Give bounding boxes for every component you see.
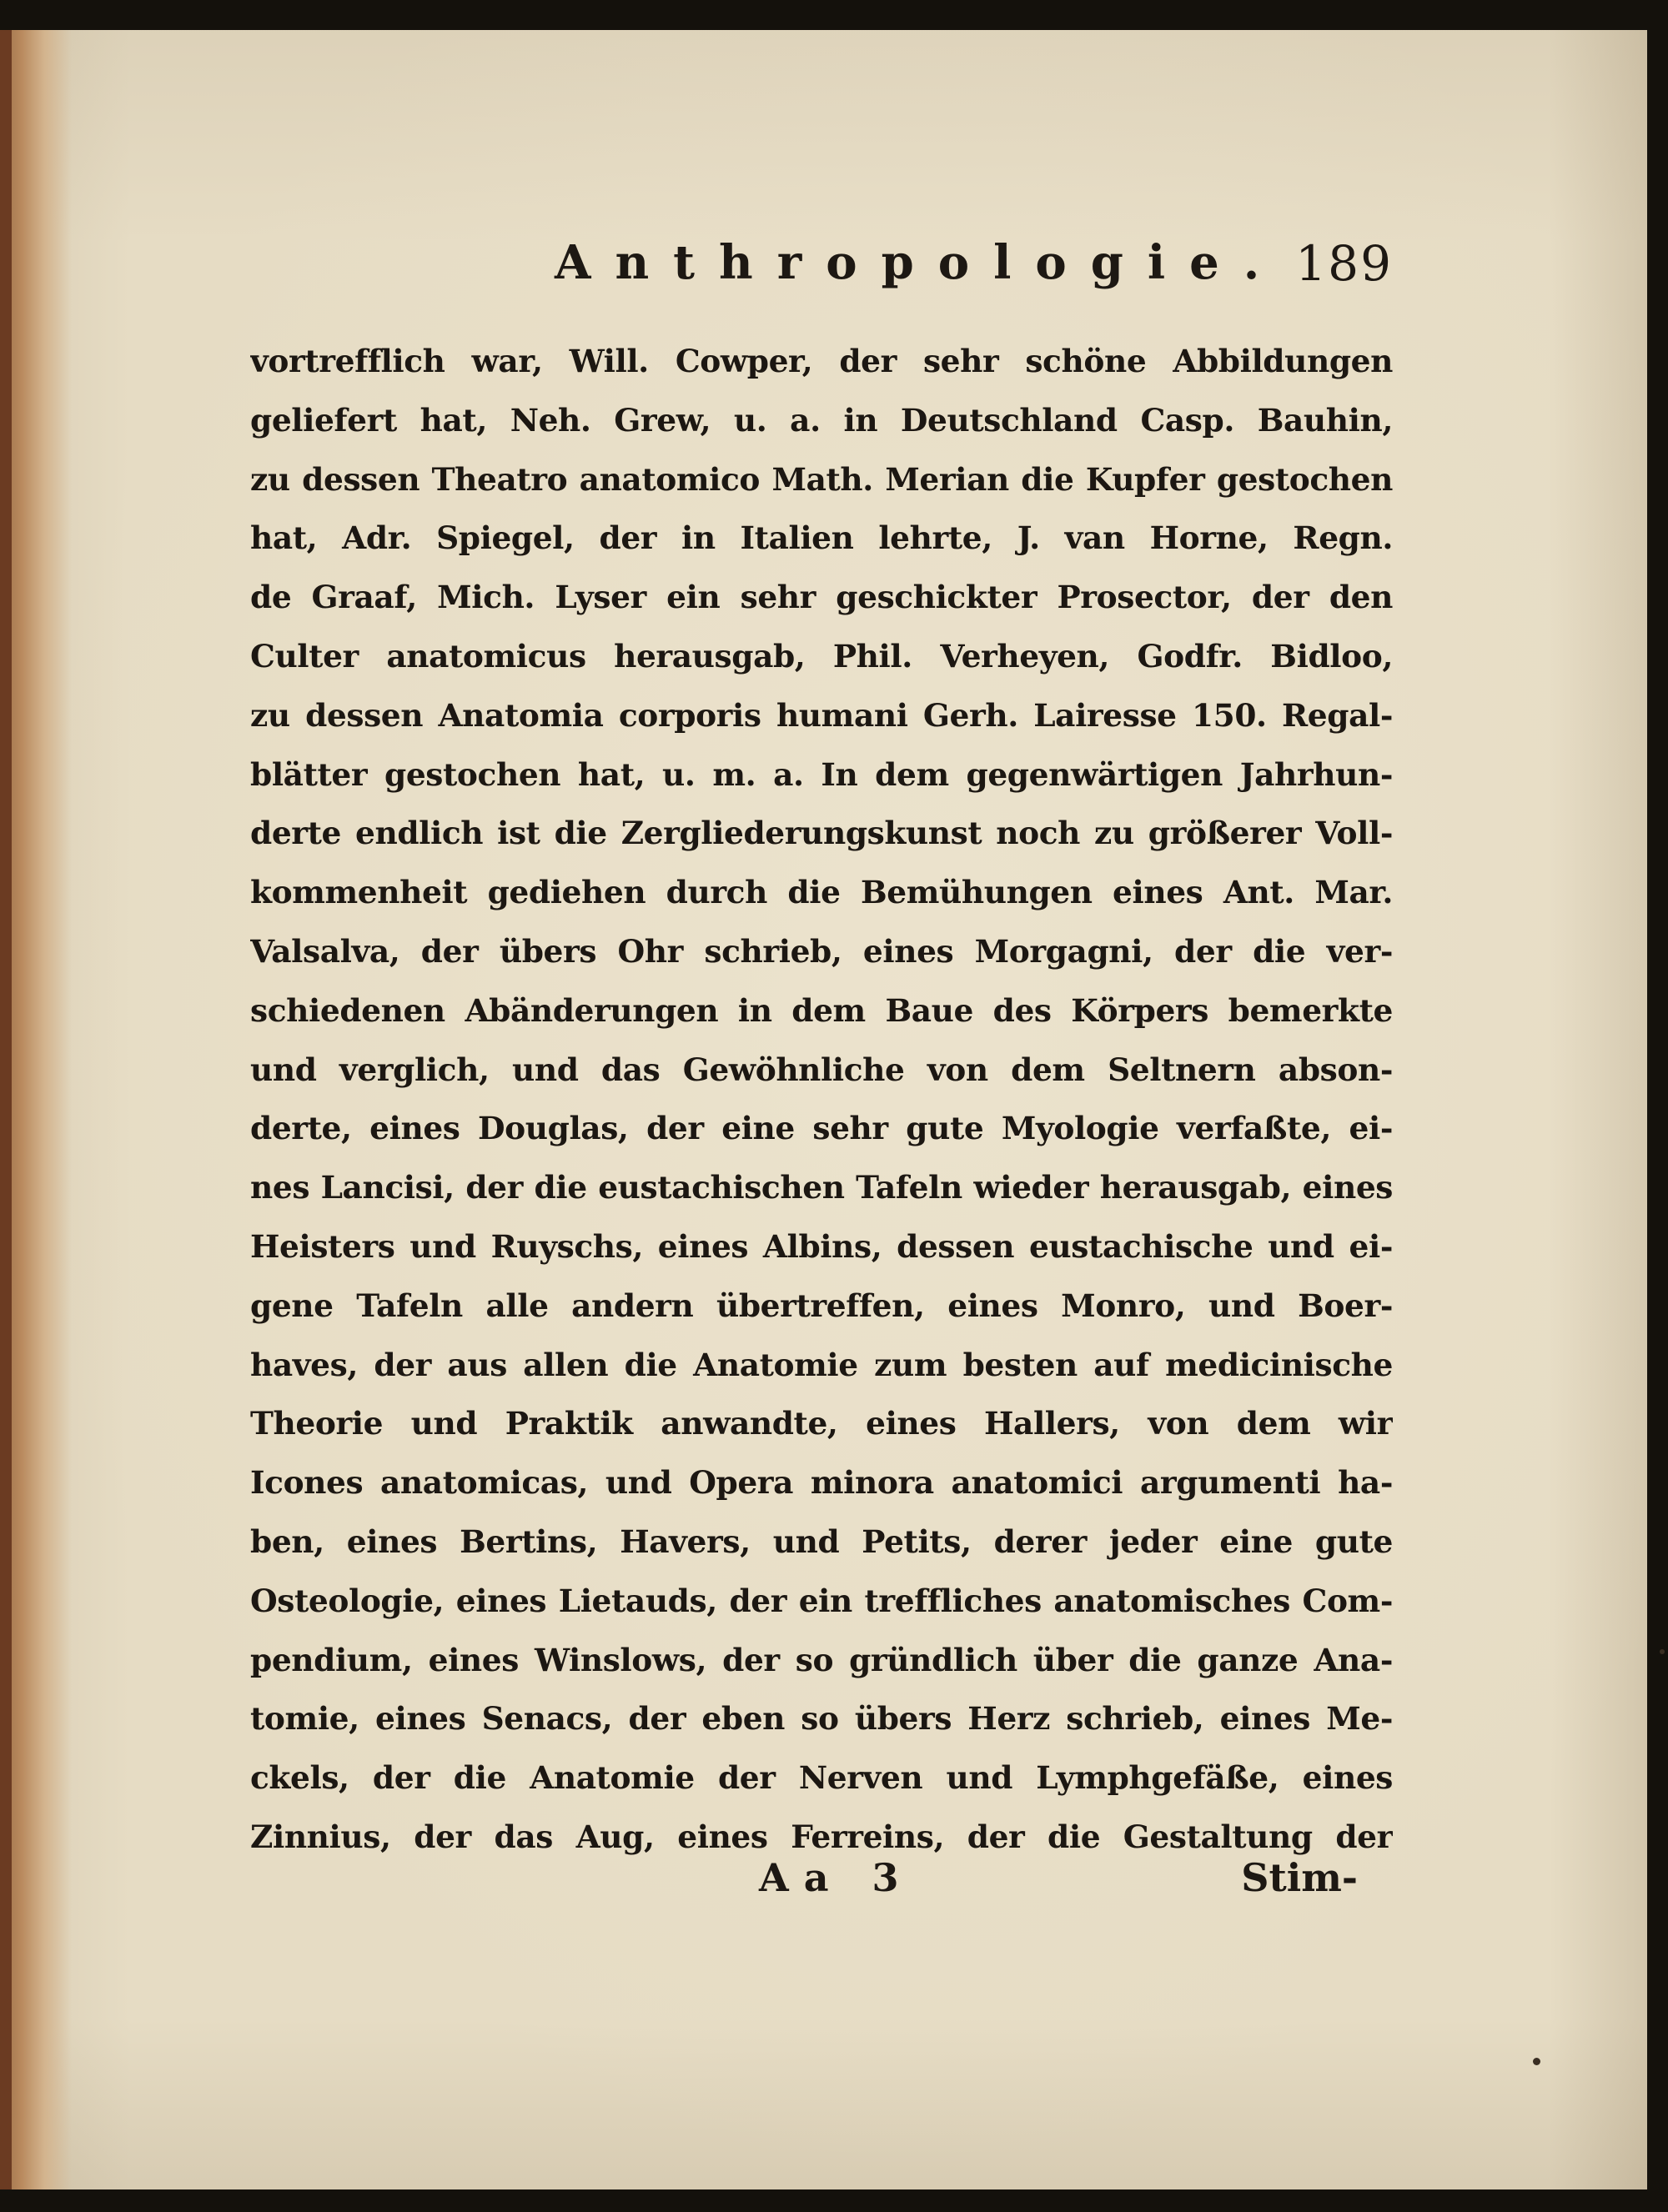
text-line: de Graaf, Mich. Lyser ein sehr geschickter Prosector, der den xyxy=(250,579,1393,616)
paper-speck xyxy=(1533,2058,1540,2065)
text-line: blätter gestochen hat, u. m. a. In dem gegenwärtigen Jahrhun- xyxy=(250,755,1393,793)
text-line: Heisters und Ruyschs, eines Albins, dessen eustachische und ei- xyxy=(250,1227,1393,1265)
text-line: vortrefflich war, Will. Cowper, der sehr schöne Abbildungen xyxy=(250,343,1393,379)
page-number: 189 xyxy=(1295,235,1393,292)
text-line: zu dessen Anatomia corporis humani Gerh. Lairesse 150. Regal- xyxy=(250,696,1393,734)
text-line: Icones anatomicas, und Opera minora anatomici argumenti ha- xyxy=(250,1464,1393,1502)
text-line: Theorie und Praktik anwandte, eines Hallers, von dem wir xyxy=(250,1405,1393,1442)
text-line: geliefert hat, Neh. Grew, u. a. in Deutschland Casp. Bauhin, xyxy=(250,401,1393,439)
text-line: nes Lancisi, der die eustachischen Tafeln wieder herausgab, eines xyxy=(250,1169,1393,1206)
signature-mark: Aa 3 xyxy=(759,1855,914,1900)
text-line: kommenheit gediehen durch die Bemühungen eines Ant. Mar. xyxy=(250,874,1393,911)
text-line: pendium, eines Winslows, der so gründlich über die ganze Ana- xyxy=(250,1641,1393,1678)
text-line: derte endlich ist die Zergliederungskunst noch zu größerer Voll- xyxy=(250,815,1393,852)
text-line: Osteologie, eines Lietauds, der ein treffliches anatomisches Com- xyxy=(250,1582,1393,1619)
text-line: ckels, der die Anatomie der Nerven und Lymphgefäße, eines xyxy=(250,1759,1393,1797)
running-title: Anthropologie. xyxy=(555,235,1284,290)
text-line: zu dessen Theatro anatomico Math. Merian die Kupfer gestochen xyxy=(250,460,1393,498)
page-footer xyxy=(250,1855,1393,1922)
text-line: ben, eines Bertins, Havers, und Petits, derer jeder eine gute xyxy=(250,1522,1393,1560)
catchword: Stim- xyxy=(1241,1855,1358,1900)
text-line: und verglich, und das Gewöhnliche von dem Seltnern abson- xyxy=(250,1051,1393,1088)
book-spine-edge xyxy=(0,30,12,2189)
text-line: Zinnius, der das Aug, eines Ferreins, der die Gestaltung der xyxy=(250,1818,1393,1855)
text-line: Culter anatomicus herausgab, Phil. Verheyen, Godfr. Bidloo, xyxy=(250,637,1393,675)
page-header xyxy=(250,235,1393,310)
text-line: gene Tafeln alle andern übertreffen, eines Monro, und Boer- xyxy=(250,1287,1393,1324)
text-line: hat, Adr. Spiegel, der in Italien lehrte, J. van Horne, Regn. xyxy=(250,519,1393,557)
paper-speck xyxy=(1660,1649,1665,1654)
text-line: haves, der aus allen die Anatomie zum besten auf medicinische xyxy=(250,1346,1393,1383)
body-text xyxy=(250,332,1393,1867)
text-line: Valsalva, der übers Ohr schrieb, eines Morgagni, der die ver- xyxy=(250,932,1393,970)
text-line: tomie, eines Senacs, der eben so übers Herz schrieb, eines Me- xyxy=(250,1700,1393,1738)
text-line: schiedenen Abänderungen in dem Baue des Körpers bemerkte xyxy=(250,991,1393,1029)
text-line: derte, eines Douglas, der eine sehr gute Myologie verfaßte, ei- xyxy=(250,1110,1393,1147)
